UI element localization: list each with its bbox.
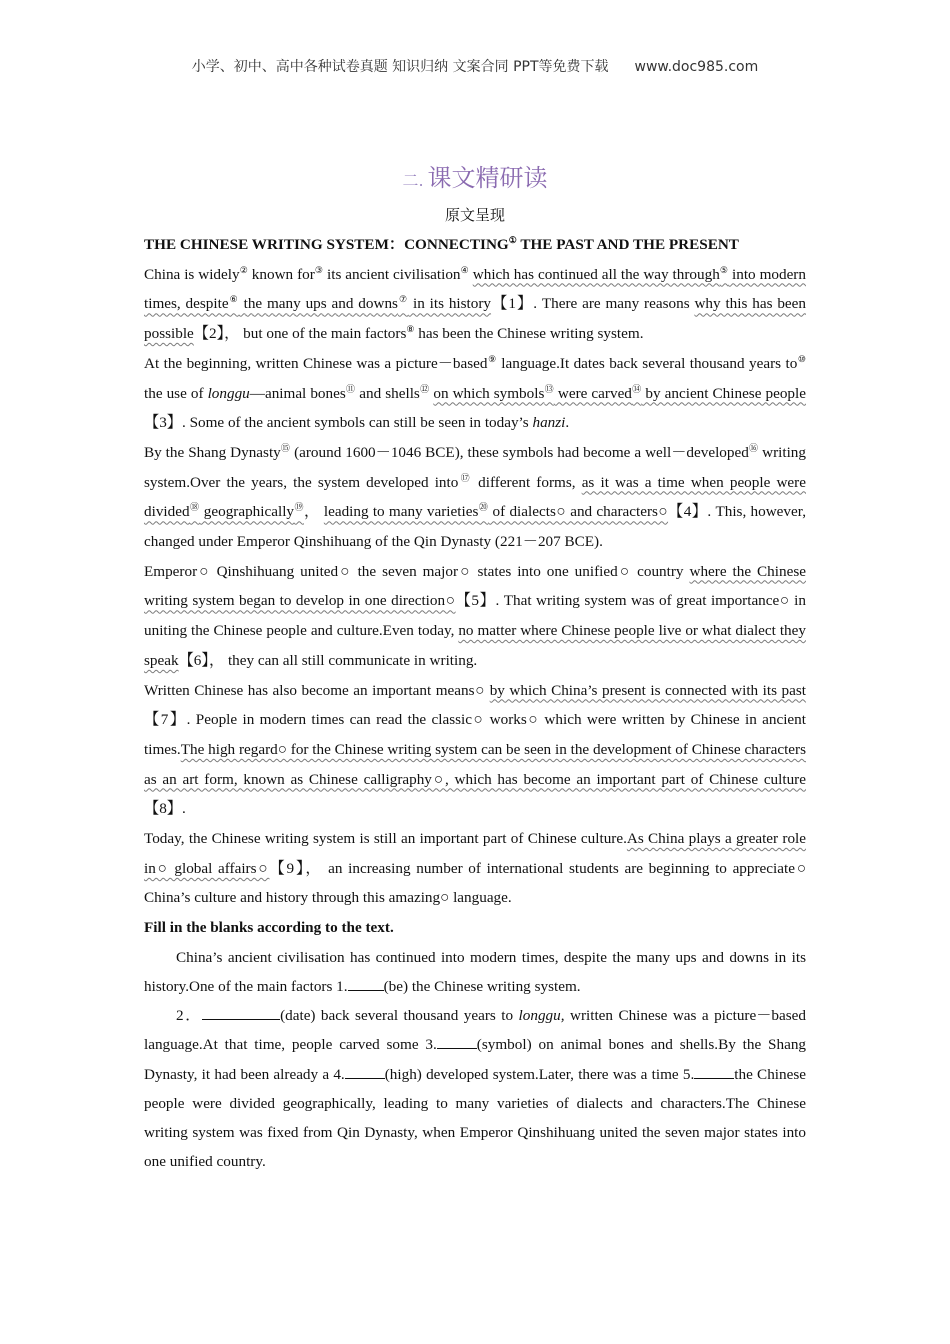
exercise-question-2: 2． (date) back several thousand years to longgu, written Chinese was a picture－based language.At that time, people carved some 3. (symbol) on animal bones and shells.By the Shang Dynasty, it had been already a 4. (high) developed system.Later, there was a time 5. the Chinese people were divided geographically, leading to many varieties of dialects and characters.The Chinese writing system was fixed from Qin Dynasty, when Emperor Qinshihuang united the seven major states into one unified country. — [144, 1007, 807, 1171]
section-subtitle: 原文呈现 — [444, 206, 505, 224]
blank-3[interactable] — [437, 1034, 477, 1049]
page-header — [0, 56, 950, 76]
paragraph-1: China is widely② known for③ its ancient civilisation④ which has continued all the way through⑤ into modern times, despite⑥ the many ups and downs⑦ in its history【1】. There are many reasons why this has been possible【2】， but one of the main factors⑧ has been the Chinese writing system. — [144, 264, 806, 343]
exercise-heading: Fill in the blanks according to the text. — [144, 919, 394, 937]
blank-1[interactable] — [348, 976, 384, 991]
section-title — [0, 158, 950, 193]
header-text: 小学、初中、高中各种试卷真题 知识归纳 文案合同 PPT等免费下载 — [191, 59, 609, 75]
paragraph-6: Today, the Chinese writing system is still an important part of Chinese culture.As China plays a greater role in○ global affairs○【9】， an increasing number of international students are beginning to appreciate○ China’s culture and history through this amazing○ language. — [144, 830, 806, 907]
paragraph-4: Emperor○ Qinshihuang united○ the seven major○ states into one unified○ country where the Chinese writing system began to develop in one direction○【5】. That writing system was of great importance○ in uniting the Chinese people and culture.Even today, no matter where Chinese people live or what dialect they speak【6】， they can all still communicate in writing. — [144, 562, 806, 669]
blank-4[interactable] — [345, 1064, 385, 1079]
article-title: THE CHINESE WRITING SYSTEM：CONNECTING① THE PAST AND THE PRESENT — [144, 234, 739, 253]
section-number: 二. — [402, 171, 424, 190]
header-url[interactable]: www.doc985.com — [634, 59, 759, 75]
blank-2[interactable] — [202, 1005, 280, 1020]
exercise-question-1: China’s ancient civilisation has continued into modern times, despite the many ups and downs in its history.One of the main factors 1. (be) the Chinese writing system. — [144, 948, 806, 996]
paragraph-2: At the beginning, written Chinese was a picture－based⑨ language.It dates back several thousand years to⑩ the use of longgu—animal bones⑪ and shells⑫ on which symbols⑬ were carved⑭ by ancient Chinese people【3】. Some of the ancient symbols can still be seen in today’s hanzi. — [144, 353, 806, 432]
paragraph-3: By the Shang Dynasty⑮ (around 1600－1046 BCE), these symbols had become a well－developed⑯ writing system.Over the years, the system developed into⑰ different forms, as it was a time when people were divided⑱ geographically⑲， leading to many varieties⑳ of dialects○ and characters○【4】. This, however, changed under Emperor Qinshihuang of the Qin Dynasty (221－207 BCE). — [144, 442, 806, 551]
section-title-text: 课文精研读 — [427, 164, 548, 192]
blank-5[interactable] — [694, 1064, 734, 1079]
document-body — [144, 230, 806, 1177]
paragraph-5: Written Chinese has also become an important means○ by which China’s present is connected with its past【7】. People in modern times can read the classic○ works○ which were written by Chinese in ancient times.The high regard○ for the Chinese writing system can be seen in the development of Chinese characters as an art form, known as Chinese calligraphy○, which has become an important part of Chinese culture【8】. — [144, 681, 807, 818]
